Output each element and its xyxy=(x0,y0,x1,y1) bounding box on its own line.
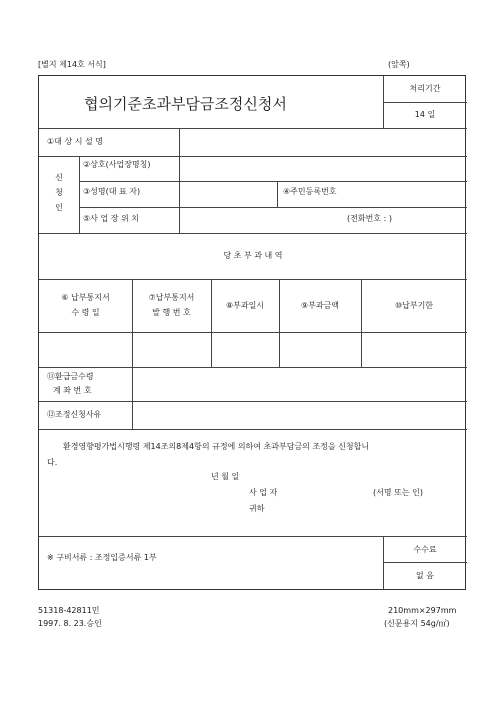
levy-col-notice-number-1: ⑦납부통지서 xyxy=(148,293,195,302)
facility-field[interactable] xyxy=(180,129,466,155)
recipient-label: 귀하 xyxy=(249,504,265,513)
levy-amount-field[interactable] xyxy=(280,333,360,366)
address-field[interactable] xyxy=(180,208,340,232)
trade-name-field[interactable] xyxy=(180,157,466,181)
address-label: ⑤사 업 장 위 치 xyxy=(83,214,139,223)
refund-account-field[interactable] xyxy=(133,368,466,400)
levy-col-receipt-date-1: ⑥ 납부통지서 xyxy=(61,293,110,302)
resident-number-field[interactable] xyxy=(355,182,465,206)
refund-account-label-1: ⑪환급금수령 xyxy=(47,372,94,381)
footer-size: 210mm×297mm xyxy=(388,606,457,615)
trade-name-label: ②상호(사업장명칭) xyxy=(83,160,151,169)
fee-label: 수수료 xyxy=(413,545,437,554)
levy-section-title: 당 초 부 과 내 역 xyxy=(223,251,283,260)
representative-label: ③성명(대 표 자) xyxy=(83,187,141,196)
reason-label: ⑫조정신청사유 xyxy=(47,410,102,419)
attachment-note: ※ 구비서류 : 조정입증서류 1부 xyxy=(47,553,157,562)
levy-col-levy-date: ⑧부과일시 xyxy=(225,301,265,310)
resident-number-label: ④주민등록번호 xyxy=(283,187,337,196)
declaration-text-1: 환경영향평가법시행령 제14조의8제4항의 규정에 의하여 초과부담금의 조정을 신청합니 xyxy=(63,442,370,451)
footer-approval: 1997. 8. 23.승인 xyxy=(38,619,102,628)
declaration-date: 년 월 일 xyxy=(211,472,240,481)
declaration-text-2: 다. xyxy=(47,458,58,467)
application-form xyxy=(38,75,466,590)
due-date-field[interactable] xyxy=(362,333,466,366)
reason-field[interactable] xyxy=(133,402,466,428)
levy-date-field[interactable] xyxy=(212,333,278,366)
footer-paper: (신문용지 54g/㎡) xyxy=(384,619,450,628)
processing-period-value: 14 일 xyxy=(414,110,436,119)
form-title: 협의기준초과부담금조정신청서 xyxy=(84,95,287,113)
processing-period-label: 처리기간 xyxy=(409,84,441,93)
receipt-date-field[interactable] xyxy=(40,333,131,366)
phone-label: (전화번호 : ) xyxy=(347,214,392,223)
fee-value: 없 음 xyxy=(416,571,434,580)
signature-label: (서명 또는 인) xyxy=(373,488,423,497)
levy-col-due-date: ⑩납부기한 xyxy=(394,301,434,310)
notice-number-field[interactable] xyxy=(133,333,210,366)
refund-account-label-2: 계 좌 번 호 xyxy=(53,386,92,395)
levy-col-receipt-date-2: 수 령 일 xyxy=(71,308,100,317)
declaration-operator: 사 업 자 xyxy=(249,488,278,497)
representative-field[interactable] xyxy=(180,182,276,206)
footer-code: 51318-42811민 xyxy=(38,606,100,615)
page-side: (앞쪽) xyxy=(388,60,410,69)
applicant-label-1: 신 xyxy=(55,173,63,182)
levy-col-levy-amount: ⑨부과금액 xyxy=(300,301,340,310)
form-number: [별지 제14호 서식] xyxy=(38,60,106,69)
facility-label: ①대 상 시 설 명 xyxy=(47,137,103,146)
applicant-label-2: 청 xyxy=(55,188,63,197)
applicant-label-3: 인 xyxy=(55,203,63,212)
levy-col-notice-number-2: 발 행 번 호 xyxy=(152,308,191,317)
